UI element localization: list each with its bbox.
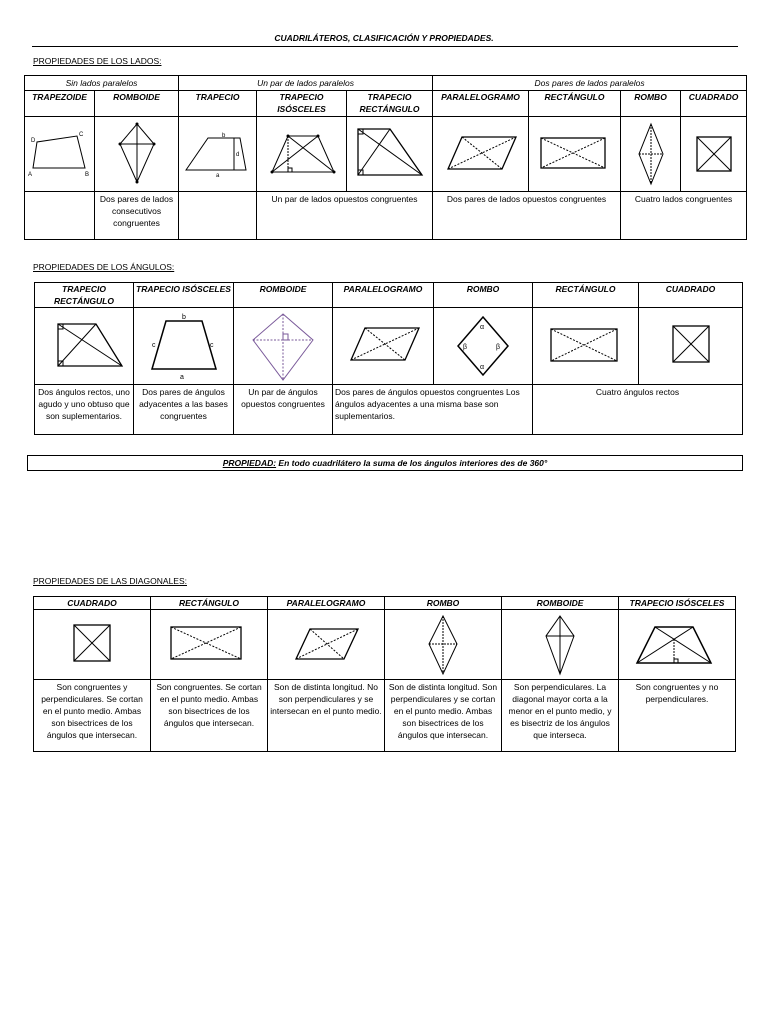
document-title: CUADRILÁTEROS, CLASIFICACIÓN Y PROPIEDADES. xyxy=(274,33,494,43)
section-heading-diagonales: PROPIEDADES DE LAS DIAGONALES: xyxy=(33,576,187,586)
col-rombo: ROMBO xyxy=(621,91,681,117)
prop-romboide: Dos pares de lados consecutivos congruentes xyxy=(95,192,179,240)
table-lados xyxy=(24,75,747,240)
fig-trapecio xyxy=(179,117,257,192)
prop-romboide: Un par de ángulos opuestos congruentes xyxy=(234,385,333,435)
col-cuadrado: CUADRADO xyxy=(681,91,747,117)
label-base-b: b xyxy=(221,133,225,139)
label-height-d: d xyxy=(235,152,239,158)
fig-paralelogramo xyxy=(433,117,529,192)
col-rombo: ROMBO xyxy=(385,597,502,610)
fig-paralelogramo xyxy=(268,610,385,680)
col-trapecio-rectangulo: TRAPECIO RECTÁNGULO xyxy=(347,91,433,117)
fig-cuadrado xyxy=(34,610,151,680)
fig-trapezoide xyxy=(25,117,95,192)
label-beta-left: β xyxy=(463,344,468,351)
col-trapecio-isosceles: TRAPECIO ISÓSCELES xyxy=(134,283,234,308)
group-un-par: Un par de lados paralelos xyxy=(179,76,433,91)
prop-trapecio xyxy=(179,192,257,240)
fig-rombo xyxy=(434,308,533,385)
prop-cuadrado: Son congruentes y perpendiculares. Se cortan en el punto medio. Ambas son bisectrices de los ángulos que intersecan. xyxy=(34,680,151,752)
prop-trapecio-isosceles: Son congruentes y no perpendiculares. xyxy=(619,680,736,752)
fig-trapecio-isosceles xyxy=(619,610,736,680)
label-c: C xyxy=(78,132,83,138)
col-rombo: ROMBO xyxy=(434,283,533,308)
col-paralelogramo: PARALELOGRAMO xyxy=(333,283,434,308)
col-trapecio-rectangulo: TRAPECIO RECTÁNGULO xyxy=(35,283,134,308)
fig-cuadrado xyxy=(681,117,747,192)
propiedad-label: PROPIEDAD: xyxy=(222,458,277,468)
label-alpha-bottom: α xyxy=(480,364,485,371)
table-diagonales xyxy=(33,596,736,752)
fig-rombo xyxy=(385,610,502,680)
col-romboide: ROMBOIDE xyxy=(502,597,619,610)
title-rule xyxy=(32,46,738,47)
label-a: A xyxy=(27,172,32,178)
fig-rectangulo xyxy=(533,308,639,385)
fig-paralelogramo xyxy=(333,308,434,385)
fig-rombo xyxy=(621,117,681,192)
col-rectangulo: RECTÁNGULO xyxy=(529,91,621,117)
fig-trapecio-rectangulo xyxy=(35,308,134,385)
propiedad-text: En todo cuadrilátero la suma de los ángulos interiores des de 360° xyxy=(276,458,548,468)
prop-dos-pares: Dos pares de lados opuestos congruentes xyxy=(433,192,621,240)
col-trapecio: TRAPECIO xyxy=(179,91,257,117)
prop-romboide: Son perpendiculares. La diagonal mayor corta a la menor en el punto medio, y es bisectriz de los ángulos que interseca. xyxy=(502,680,619,752)
group-dos-pares: Dos pares de lados paralelos xyxy=(433,76,747,91)
label-base-a: a xyxy=(215,173,219,178)
prop-rombo-cuadrado: Cuatro lados congruentes xyxy=(621,192,747,240)
prop-trapezoide xyxy=(25,192,95,240)
fig-trapecio-rectangulo xyxy=(347,117,433,192)
prop-un-par: Un par de lados opuestos congruentes xyxy=(257,192,433,240)
col-paralelogramo: PARALELOGRAMO xyxy=(268,597,385,610)
col-romboide: ROMBOIDE xyxy=(95,91,179,117)
col-trapecio-isosceles: TRAPECIO ISÓSCELES xyxy=(619,597,736,610)
label-side-c-right: c xyxy=(209,342,213,349)
col-rectangulo: RECTÁNGULO xyxy=(533,283,639,308)
group-sin-lados: Sin lados paralelos xyxy=(25,76,179,91)
section-heading-lados: PROPIEDADES DE LOS LADOS: xyxy=(33,56,162,66)
col-trapezoide: TRAPEZOIDE xyxy=(25,91,95,117)
label-side-c-left: c xyxy=(151,342,155,349)
label-alpha-top: α xyxy=(480,324,485,331)
table-angulos xyxy=(34,282,743,435)
fig-rectangulo xyxy=(529,117,621,192)
section-heading-angulos: PROPIEDADES DE LOS ÁNGULOS: xyxy=(33,262,175,272)
label-b: B xyxy=(84,172,89,178)
prop-rombo: Son de distinta longitud. Son perpendiculares y se cortan en el punto medio. Ambas son bisectrices de los ángulos que intersecan. xyxy=(385,680,502,752)
label-base-a: a xyxy=(179,374,184,381)
fig-romboide xyxy=(234,308,333,385)
fig-trapecio-isosceles xyxy=(134,308,234,385)
prop-trapecio-isosceles: Dos pares de ángulos adyacentes a las bases congruentes xyxy=(134,385,234,435)
col-cuadrado: CUADRADO xyxy=(34,597,151,610)
label-d: D xyxy=(30,138,35,144)
fig-rectangulo xyxy=(151,610,268,680)
fig-romboide xyxy=(95,117,179,192)
prop-paralelogramo: Son de distinta longitud. No son perpendiculares y se intersecan en el punto medio. xyxy=(268,680,385,752)
label-base-b: b xyxy=(181,314,186,321)
prop-rectangulo-cuadrado: Cuatro ángulos rectos xyxy=(533,385,743,435)
col-trapecio-isosceles: TRAPECIO ISÓSCELES xyxy=(257,91,347,117)
label-beta-right: β xyxy=(496,344,501,351)
fig-romboide xyxy=(502,610,619,680)
fig-cuadrado xyxy=(639,308,743,385)
col-romboide: ROMBOIDE xyxy=(234,283,333,308)
prop-rectangulo: Son congruentes. Se cortan en el punto medio. Ambas son bisectrices de los ángulos que intersecan. xyxy=(151,680,268,752)
propiedad-box xyxy=(27,455,743,471)
col-paralelogramo: PARALELOGRAMO xyxy=(433,91,529,117)
prop-paralelogramo-rombo: Dos pares de ángulos opuestos congruentes Los ángulos adyacentes a una misma base son suplementarios. xyxy=(333,385,533,435)
col-rectangulo: RECTÁNGULO xyxy=(151,597,268,610)
prop-trapecio-rectangulo: Dos ángulos rectos, uno agudo y uno obtuso que son suplementarios. xyxy=(35,385,134,435)
col-cuadrado: CUADRADO xyxy=(639,283,743,308)
fig-trapecio-isosceles xyxy=(257,117,347,192)
